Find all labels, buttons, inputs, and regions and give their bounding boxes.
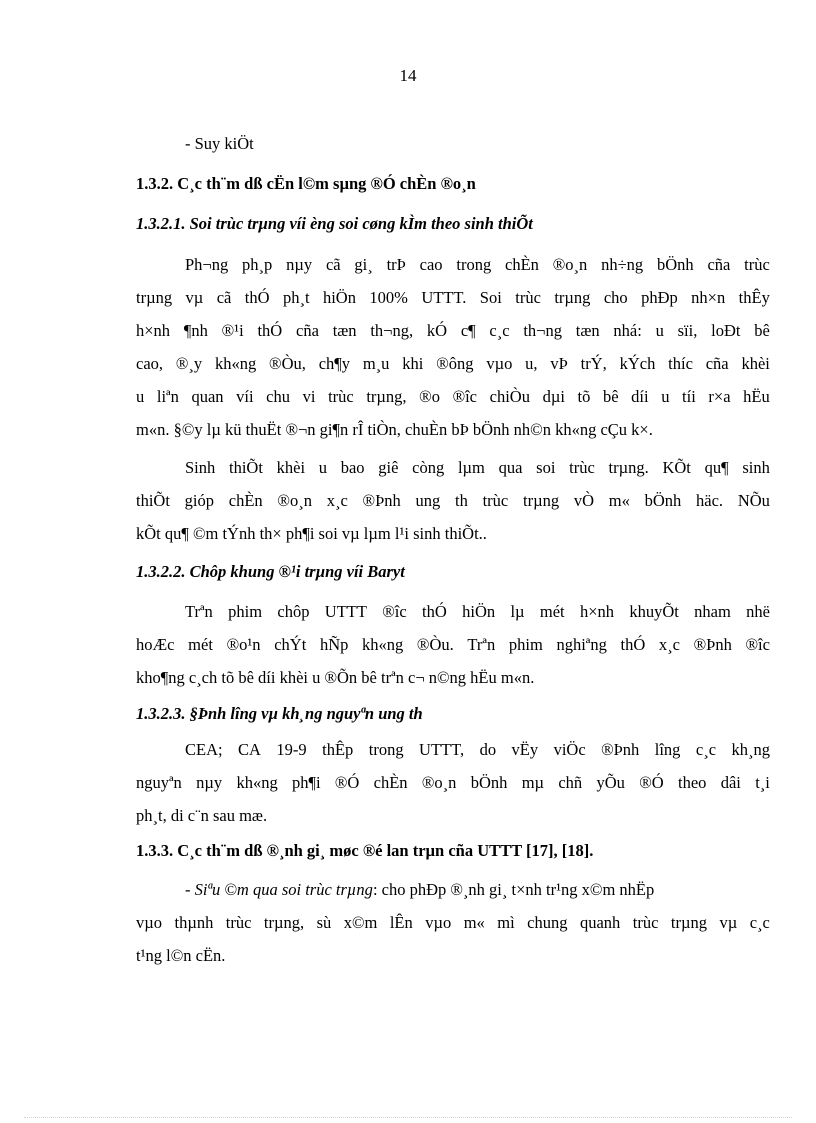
word: vµ [719,913,738,932]
word: kh«ng [362,635,404,654]
word: ®Þnh [693,635,732,654]
section-heading: 1.3.3. C¸c th¨m dß ®¸nh gi¸ møc ®é lan trµn cña UTTT [17], [18]. [136,841,594,860]
word: th [455,491,468,510]
word: phim [228,602,263,621]
word: bê [754,321,770,340]
word: ®o [419,387,440,406]
word: thµnh [174,913,214,932]
word: 19-9 [276,740,307,759]
word: ch¶y [318,354,351,373]
word: tæn [575,321,600,340]
word: ®o¸n [552,255,588,274]
word: thÊy [738,288,770,307]
paragraph-line [185,255,770,275]
word: trµng, [263,913,305,932]
word: vµ [185,288,204,307]
paragraph-line [136,491,770,511]
word: Sinh [185,458,216,477]
word: u, [525,354,538,373]
paragraph-line [136,288,770,308]
subsection-heading: 1.3.2.1. Soi trùc trµng víi èng soi cøng kÌm theo sinh thiÕt [136,214,533,233]
word: thÓ [620,635,646,654]
word: ®îc [452,387,478,406]
word: vi [302,387,316,406]
word: khuyÕt [629,602,679,621]
word: kh«ng [214,354,257,373]
word: phÐp [641,288,678,307]
word: u [318,458,328,477]
word: chu [266,387,290,406]
word: häc. [696,491,724,510]
paragraph-line [185,602,770,622]
word: díi [631,387,649,406]
word: mì [497,913,515,932]
word: mµ [521,773,545,792]
word: chung [527,913,568,932]
word: bao [340,458,365,477]
word: chôp [277,602,310,621]
paragraph-line: kÕt qu¶ ©m tÝnh th× ph¶i soi vµ lµm l¹i sinh thiÕt.. [136,524,487,543]
word: trµng [523,491,560,510]
word: trùc [225,913,252,932]
word: hoÆc [136,635,175,654]
word: t¸i [755,773,770,792]
word: loÐt [711,321,741,340]
word: tõ [577,387,591,406]
word: c¸c [489,321,510,340]
word: hËu [743,387,770,406]
word: ®Þnh [362,491,401,510]
paragraph-line [136,387,770,407]
word: nµy [196,773,223,792]
paragraph-line [185,458,770,478]
paragraph-line [136,913,770,933]
word: gióp [184,491,215,510]
word: KÕt [662,458,691,477]
word: c¸c [749,913,770,932]
word: chÈn [505,255,539,274]
word: chÈn [373,773,408,792]
paragraph-line [185,740,770,760]
word: chÝt [274,635,307,654]
word: dâi [720,773,741,792]
word: UTTT, [419,740,465,759]
word: Trªn [185,602,213,621]
word: ®îc [745,635,770,654]
word: nhá: [613,321,642,340]
section-heading: 1.3.2. C¸c th¨m dß cËn l©m sµng ®Ó chÈn ®o¸n [136,174,476,193]
word: thÓ [244,288,270,307]
word: theo [678,773,707,792]
word: hiÖn [322,288,356,307]
word: ®o¸n [421,773,457,792]
page-number: 14 [399,66,417,85]
word: trµng [136,288,173,307]
word: sïi, [677,321,698,340]
paragraph-line: t¹ng l©n cËn. [136,946,226,965]
word: mét [188,635,213,654]
word: nµy [286,255,313,274]
word: viÖc [553,740,586,759]
word: ®îc [382,602,407,621]
word: hÑp [319,635,349,654]
paragraph-text: : cho phÐp ®¸nh gi¸ t×nh tr¹ng x©m nhËp [372,880,655,899]
word: ®o¸n [277,491,312,510]
word: bê [602,387,619,406]
word: chÈn [228,491,263,510]
word: vµo [486,354,513,373]
word: phim [508,635,543,654]
word: h×nh [579,602,615,621]
word: m¸u [362,354,390,373]
word: do [479,740,497,759]
word: NÕu [737,491,770,510]
word: nguyªn [136,773,182,792]
word: UTTT [324,602,367,621]
word: ph¶i [292,773,321,792]
italic-term: - Siªu ©m qua soi trùc trµng [185,880,373,899]
word: tæn [332,321,357,340]
word: dµi [542,387,565,406]
word: khi [402,354,424,373]
word: sù [316,913,332,932]
word: cao, [136,354,164,373]
word: trÝ, [580,354,607,373]
word: trùc [569,458,595,477]
word: khèi [741,354,770,373]
word: trong [456,255,492,274]
word: qu¶ [704,458,729,477]
paragraph-line: kho¶ng c¸ch tõ bê díi khèi u ®Õn bê trªn c¬ n©ng hËu m«n. [136,668,535,687]
word: kh«ng [236,773,278,792]
word: bÖnh [656,255,694,274]
word: th¬ng [523,321,562,340]
word: ®Òu, [269,354,306,373]
word: khèi [276,458,306,477]
word: Soi [479,288,502,307]
word: trµng, [366,387,407,406]
word: x©m [343,913,378,932]
word: thÊp [322,740,354,759]
word: trµng. [608,458,649,477]
word: CA [238,740,261,759]
word: trùc [482,491,509,510]
word: ¶nh [183,321,208,340]
word: bÖnh [644,491,682,510]
word: nham [694,602,731,621]
word: x¸c [326,491,348,510]
word: thiÕt [136,491,170,510]
word: soi [536,458,556,477]
paragraph-line [185,880,654,900]
word: kÓ [426,321,448,340]
word: nh×n [691,288,726,307]
word: bÖnh [470,773,508,792]
word: ®o¹n [226,635,261,654]
word: chiÒu [489,387,530,406]
paragraph-line: ph¸t, di c¨n sau mæ. [136,806,268,825]
paragraph-line [136,635,770,655]
word: h×nh [136,321,171,340]
word: nghiªng [556,635,607,654]
word: quanh [579,913,621,932]
word: Trªn [467,635,496,654]
word: thÓ [257,321,283,340]
word: u [136,387,145,406]
word: ph¸p [242,255,273,274]
word: ®Þnh [601,740,640,759]
word: ®Ó [639,773,664,792]
word: cã [325,255,341,274]
word: lîng [654,740,681,759]
paragraph-line [136,354,770,374]
word: nhë [746,602,770,621]
word: r×a [708,387,731,406]
word: ®Ó [334,773,360,792]
word: u [661,387,670,406]
word: quan [191,387,224,406]
word: u [655,321,664,340]
word: trùc [328,387,354,406]
subsection-heading: 1.3.2.2. Chôp khung ®¹i trµng víi Baryt [136,562,405,581]
word: th¬ng, [370,321,414,340]
word: trùc [632,913,659,932]
word: ®¸y [175,354,203,373]
footer-rule [24,1117,792,1118]
word: cao [419,255,443,274]
word: trµng [554,288,591,307]
word: ®¹i [221,321,244,340]
word: ph¸t [282,288,310,307]
word: x¸c [658,635,680,654]
word: trong [368,740,404,759]
word: cho [603,288,628,307]
word: kÝch [619,354,656,373]
word: m« [608,491,630,510]
word: gi¸ [354,255,373,274]
word: trùc [515,288,541,307]
word: sinh [742,458,770,477]
bullet-line: - Suy kiÖt [185,134,254,153]
word: cña [296,321,319,340]
word: m« [463,913,485,932]
word: thiÕt [228,458,263,477]
word: kh¸ng [731,740,770,759]
word: hiÖn [462,602,496,621]
word: chñ [558,773,583,792]
word: qua [498,458,523,477]
word: liªn [156,387,179,406]
word: mét [539,602,565,621]
word: thÓ [422,602,447,621]
word: CEA; [185,740,223,759]
word: vÒ [573,491,595,510]
word: ®Òu. [416,635,454,654]
word: UTTT. [421,288,467,307]
word: nh÷ng [601,255,644,274]
word: vËy [511,740,539,759]
word: c¸c [695,740,717,759]
word: giê [378,458,399,477]
paragraph-line [136,773,770,793]
word: cña [705,354,729,373]
word: ®ông [436,354,474,373]
word: thíc [668,354,693,373]
word: trùc [744,255,770,274]
word: trÞ [386,255,406,274]
word: yÕu [596,773,625,792]
paragraph-line [136,321,770,341]
word: tíi [682,387,696,406]
word: cã [216,288,232,307]
word: còng [412,458,445,477]
word: vµo [425,913,452,932]
word: vÞ [550,354,568,373]
subsection-heading: 1.3.2.3. §Þnh lîng vµ kh¸ng nguyªn ung th [136,704,423,723]
word: c¶ [460,321,476,340]
paragraph-line: m«n. §©y lµ kü thuËt ®¬n gi¶n rÎ tiÒn, chuÈn bÞ bÖnh nh©n kh«ng cÇu k×. [136,420,653,439]
word: ung [415,491,441,510]
word: lµ [510,602,525,621]
word: Ph¬ng [185,255,229,274]
word: cña [707,255,731,274]
word: víi [236,387,254,406]
word: lÊn [389,913,413,932]
word: vµo [136,913,163,932]
word: 100% [369,288,408,307]
word: trµng [670,913,707,932]
word: lµm [457,458,485,477]
